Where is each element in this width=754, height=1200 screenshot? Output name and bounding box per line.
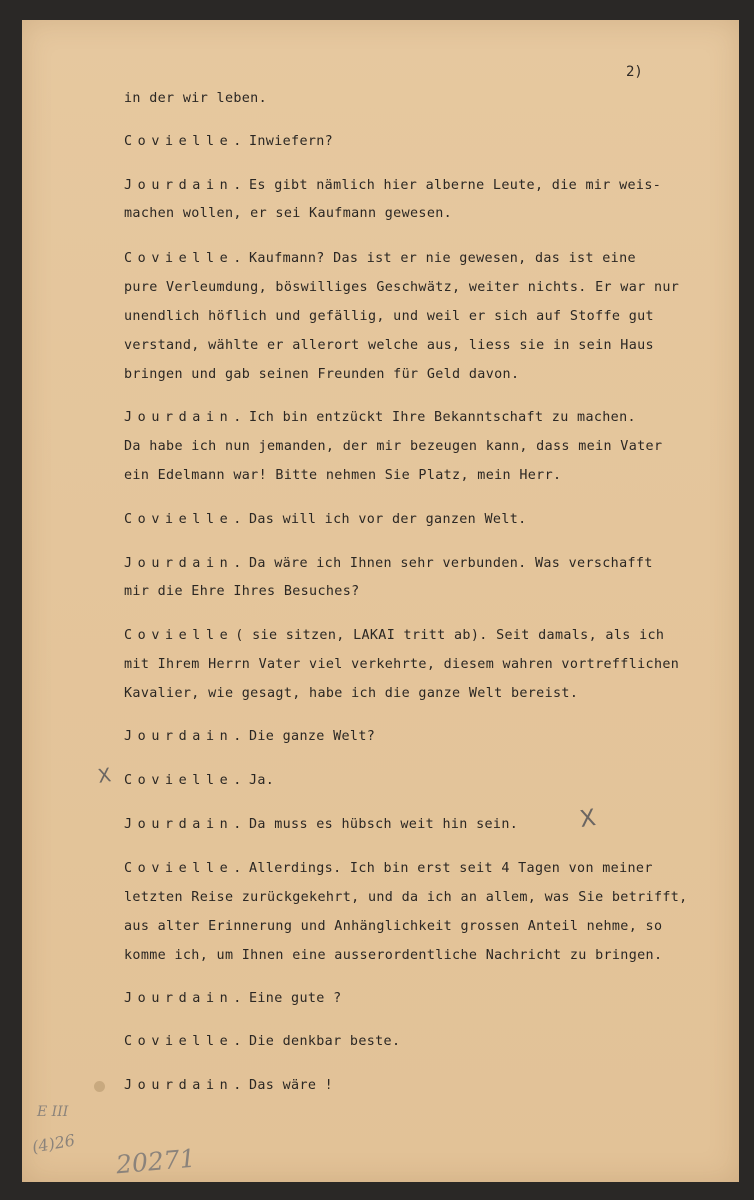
dialogue-text: Die ganze Welt?: [248, 729, 376, 744]
text-line: aus alter Erinnerung und Anhänglichkeit grossen Anteil nehme, so: [124, 919, 663, 934]
dialogue-text: Ich bin entzückt Ihre Bekanntschaft zu machen.: [248, 410, 636, 425]
dialogue-line: [124, 773, 274, 788]
dialogue-text: Kaufmann? Das ist er nie gewesen, das ist eine: [248, 251, 636, 266]
dialogue-line: [124, 861, 653, 876]
text-line: verstand, wählte er allerort welche aus, liess sie in sein Haus: [124, 338, 654, 353]
speaker-name: Jourdain.: [124, 729, 247, 744]
dialogue-text: Es gibt nämlich hier alberne Leute, die mir weis-: [248, 178, 662, 193]
page-number: 2): [626, 64, 643, 80]
speaker-name: Jourdain.: [124, 556, 247, 571]
text-line: mir die Ehre Ihres Besuches?: [124, 584, 360, 599]
dialogue-line: [124, 556, 653, 571]
dialogue-line: [124, 1078, 333, 1093]
text-line: mit Ihrem Herrn Vater viel verkehrte, diesem wahren vortrefflichen: [124, 657, 680, 672]
inventory-number: 20271: [114, 1143, 197, 1180]
dialogue-line: [124, 410, 636, 425]
speaker-name: Jourdain.: [124, 817, 247, 832]
speaker-name: Jourdain.: [124, 178, 247, 193]
dialogue-line: [124, 817, 518, 832]
dialogue-text: Allerdings. Ich bin erst seit 4 Tagen von meiner: [248, 861, 653, 876]
text-line: machen wollen, er sei Kaufmann gewesen.: [124, 206, 453, 221]
text-line: in der wir leben.: [124, 91, 268, 106]
speaker-name: Covielle.: [124, 134, 247, 149]
dialogue-text: Das will ich vor der ganzen Welt.: [248, 512, 527, 527]
document-page: [22, 20, 739, 1182]
dialogue-line: [124, 729, 375, 744]
dialogue-text: Inwiefern?: [248, 134, 334, 149]
text-line: letzten Reise zurückgekehrt, und da ich an allem, was Sie betrifft,: [124, 890, 688, 905]
archive-code: E III: [37, 1104, 69, 1120]
speaker-name: Jourdain.: [124, 410, 247, 425]
speaker-name: Covielle.: [124, 512, 247, 527]
text-line: ein Edelmann war! Bitte nehmen Sie Platz, mein Herr.: [124, 468, 562, 483]
text-line: Kavalier, wie gesagt, habe ich die ganze Welt bereist.: [124, 686, 579, 701]
text-line: bringen und gab seinen Freunden für Geld davon.: [124, 367, 520, 382]
dialogue-text: Ja.: [248, 773, 275, 788]
dialogue-line: [124, 628, 664, 643]
text-line: Da habe ich nun jemanden, der mir bezeugen kann, dass mein Vater: [124, 439, 663, 454]
dialogue-line: [124, 178, 661, 193]
dialogue-line: [124, 512, 527, 527]
dialogue-text: Da muss es hübsch weit hin sein.: [248, 817, 519, 832]
dialogue-text: Die denkbar beste.: [248, 1034, 401, 1049]
speaker-name: Covielle.: [124, 1034, 247, 1049]
speaker-name: Covielle.: [124, 773, 247, 788]
archive-code: (4)26: [30, 1130, 77, 1157]
dialogue-text: ( sie sitzen, LAKAI tritt ab). Seit damals, als ich: [235, 628, 665, 643]
dialogue-line: [124, 991, 342, 1006]
speaker-name: Covielle: [124, 628, 234, 643]
dialogue-text: Da wäre ich Ihnen sehr verbunden. Was verschafft: [248, 556, 653, 571]
text-line: unendlich höflich und gefällig, und weil er sich auf Stoffe gut: [124, 309, 654, 324]
handwritten-mark-icon: X: [96, 764, 113, 788]
speaker-name: Jourdain.: [124, 1078, 247, 1093]
handwritten-mark-icon: X: [578, 805, 598, 833]
dialogue-text: Eine gute ?: [248, 991, 342, 1006]
speaker-name: Covielle.: [124, 861, 247, 876]
dialogue-text: Das wäre !: [248, 1078, 334, 1093]
speaker-name: Jourdain.: [124, 991, 247, 1006]
dialogue-line: [124, 251, 636, 266]
dialogue-line: [124, 134, 333, 149]
punch-hole: [94, 1081, 105, 1092]
speaker-name: Covielle.: [124, 251, 247, 266]
text-line: komme ich, um Ihnen eine ausserordentliche Nachricht zu bringen.: [124, 948, 663, 963]
dialogue-line: [124, 1034, 400, 1049]
text-line: pure Verleumdung, böswilliges Geschwätz, weiter nichts. Er war nur: [124, 280, 680, 295]
